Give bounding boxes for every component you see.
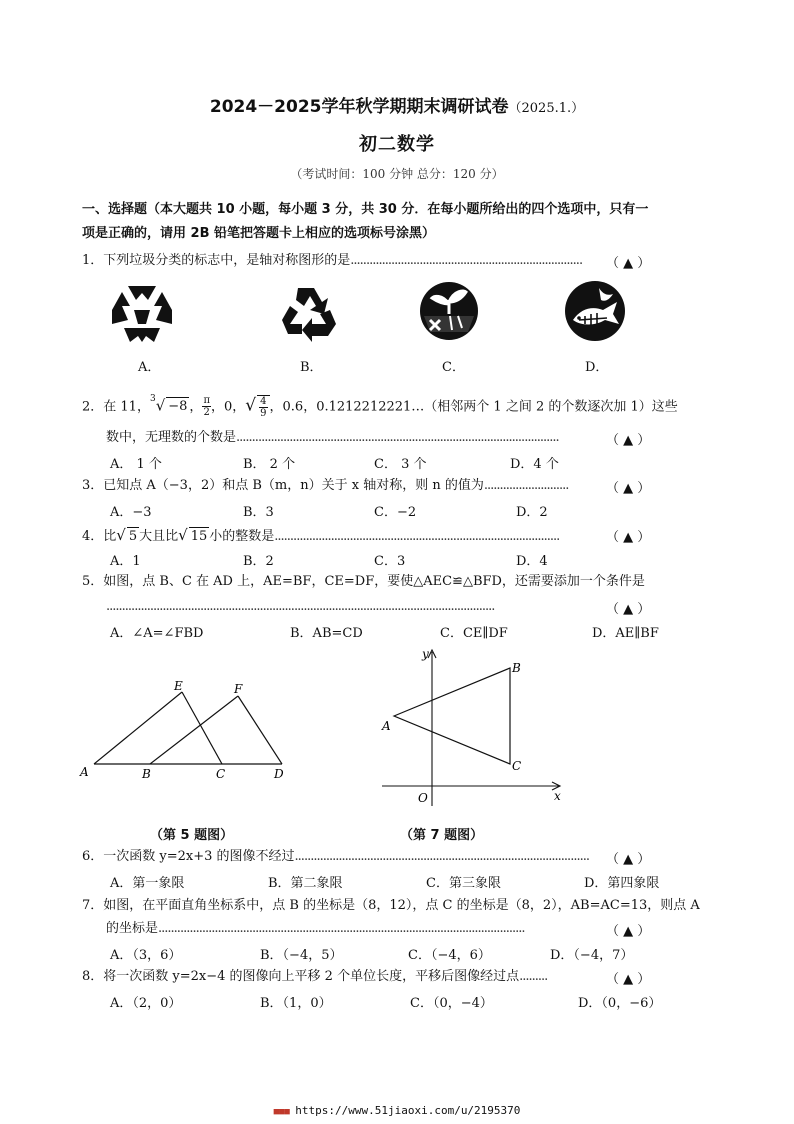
leader-dots: .......................................................................... <box>350 253 583 268</box>
answer-blank-8: （ ▲ ） <box>606 972 651 987</box>
q3-text: 3．已知点 A（−3，2）和点 B（m，n）关于 x 轴对称，则 n 的值为 <box>82 478 484 493</box>
q8-option-a: A．（2，0） <box>110 996 182 1011</box>
q1-option-c: C． <box>442 360 465 375</box>
label-c: C <box>512 759 522 773</box>
frac-numerator: π <box>203 395 211 407</box>
q3-option-c: C．−2 <box>374 505 417 520</box>
label-y: y <box>422 647 429 661</box>
q7-option-b: B．（−4，5） <box>260 948 343 963</box>
q6-option-b: B．第二象限 <box>268 876 343 891</box>
sqrt-four-ninths <box>257 395 269 419</box>
q7-option-d: D．（−4，7） <box>550 948 634 963</box>
q8-option-b: B．（1，0） <box>260 996 332 1011</box>
figure-7-caption: （第 7 题图） <box>400 828 484 843</box>
sqrt-denominator: 9 <box>260 407 267 419</box>
leader-dots: ........................... <box>483 478 569 493</box>
recycle-icon <box>276 284 340 344</box>
q2-zero: ，0， <box>211 399 246 415</box>
question-3-stem <box>82 477 568 495</box>
answer-blank-3: （ ▲ ） <box>606 481 651 496</box>
q2-option-b: B． 2 个 <box>243 457 296 472</box>
q4-option-c: C．3 <box>374 554 406 569</box>
q2-option-a: A． 1 个 <box>110 457 162 472</box>
q5-option-c: C．CE∥DF <box>440 626 508 641</box>
answer-blank-4: （ ▲ ） <box>606 530 651 545</box>
q4-option-b: B．2 <box>243 554 274 569</box>
question-4-stem: 4．比√ 5 大且比√ 15 小的整数是........................................................................................... <box>82 526 560 544</box>
answer-blank-7: （ ▲ ） <box>606 924 651 939</box>
answer-blank-6: （ ▲ ） <box>606 852 651 867</box>
label-x: x <box>554 789 561 803</box>
footer-url <box>0 1104 794 1117</box>
footer-url-text: https://www.51jiaoxi.com/u/2195370 <box>295 1104 521 1117</box>
label-c: C <box>216 767 226 781</box>
frac-denominator: 2 <box>203 407 210 419</box>
answer-blank-5: （ ▲ ） <box>606 602 651 617</box>
q7-option-c: C．（−4，6） <box>408 948 491 963</box>
label-a: A <box>80 765 89 779</box>
q4-option-d: D．4 <box>516 554 548 569</box>
q7-line2-text: 的坐标是 <box>106 921 159 936</box>
label-f: F <box>234 682 243 696</box>
q4-post: 小的整数是 <box>209 529 275 544</box>
q8-option-c: C．（0，−4） <box>410 996 493 1011</box>
section-heading-line2: 项是正确的，请用 2B 铅笔把答题卡上相应的选项标号涂黑） <box>82 226 436 241</box>
segment-fd <box>238 696 282 764</box>
title-date: （2025.1.） <box>508 101 585 116</box>
question-5-line2 <box>106 598 494 616</box>
leader-dots: ....................................................................................................... <box>236 430 559 445</box>
q2-rest: ，0.6，0.1212212221…（相邻两个 1 之间 2 的个数逐次加 1）这些 <box>269 399 678 415</box>
question-2-line2 <box>106 429 559 447</box>
q4-mid: 大且比 <box>139 529 179 544</box>
label-b: B <box>142 767 151 781</box>
q6-option-c: C．第三象限 <box>426 876 501 891</box>
q5-option-b: B．AB=CD <box>290 626 363 641</box>
question-1-stem <box>82 252 582 270</box>
q2-option-c: C． 3 个 <box>374 457 427 472</box>
segment-bf <box>150 696 238 764</box>
q1-text: 1．下列垃圾分类的标志中，是轴对称图形的是 <box>82 253 351 268</box>
q7-option-a: A．（3，6） <box>110 948 182 963</box>
q5-option-d: D．AE∥BF <box>592 626 659 641</box>
triangle-abc <box>394 668 510 764</box>
q1-option-d: D． <box>585 360 609 375</box>
cbrt-index: 3 <box>149 394 156 404</box>
sqrt-15: 15 <box>190 529 208 544</box>
q1-option-a: A． <box>138 360 161 375</box>
q2-prefix: 2．在 11， <box>82 399 150 415</box>
title-text: 2024－2025学年秋学期期末调研试卷 <box>209 97 509 117</box>
label-a: A <box>382 719 391 733</box>
q5-option-a: A．∠A=∠FBD <box>110 626 204 641</box>
leader-dots: ........................................................................................... <box>274 529 560 544</box>
q3-option-b: B．3 <box>243 505 274 520</box>
cbrt-radicand: −8 <box>168 399 188 415</box>
sqrt-5: 5 <box>128 529 138 544</box>
leader-dots: ..................................................................................................................... <box>158 921 525 936</box>
kitchen-waste-icon <box>563 280 627 342</box>
q2-line2-text: 数中，无理数的个数是 <box>106 430 237 445</box>
leader-dots: ............................................................................................................................ <box>106 599 495 614</box>
q4-pre: 4．比 <box>82 529 117 544</box>
answer-blank-2: （ ▲ ） <box>606 433 651 448</box>
label-d: D <box>274 767 284 781</box>
subject-title: 初二数学 <box>359 134 435 155</box>
footer-logo-icon: ■■■ <box>273 1107 296 1117</box>
hazardous-waste-icon <box>418 280 480 342</box>
question-2-stem: 2．在 11，$^3$√ −8 ， $\frac{\pi}{2}$ ，0，√ $\frac{4}{9}$ ，0.6，0.1212212221…（相邻两个 1 之间 2 的个数逐次加 1）这些 <box>82 394 678 419</box>
pi-over-2 <box>202 395 211 418</box>
exam-info: （考试时间：100 分钟 总分：120 分） <box>290 167 504 181</box>
question-5-stem: 5．如图，点 B、C 在 AD 上，AE=BF，CE=DF，要使△AEC≌△BFD，还需要添加一个条件是 <box>82 574 645 589</box>
q6-option-d: D．第四象限 <box>584 876 660 891</box>
label-o: O <box>418 791 428 805</box>
label-b: B <box>512 661 521 675</box>
q2-option-d: D．4 个 <box>510 457 559 472</box>
q6-text: 6．一次函数 y=2x+3 的图像不经过 <box>82 849 295 864</box>
figure-5 <box>76 676 296 786</box>
q6-option-a: A．第一象限 <box>110 876 185 891</box>
question-6-stem <box>82 848 589 866</box>
segment-ae <box>94 692 182 764</box>
q8-option-d: D．（0，−6） <box>578 996 662 1011</box>
q1-option-b: B． <box>300 360 323 375</box>
question-7-line1: 7．如图，在平面直角坐标系中，点 B 的坐标是（8，12），点 C 的坐标是（8，2），AB=AC=13，则点 A <box>82 898 700 913</box>
q3-option-d: D．2 <box>516 505 548 520</box>
question-8-stem <box>82 968 547 986</box>
q8-text: 8．将一次函数 y=2x−4 的图像向上平移 2 个单位长度，平移后图像经过点 <box>82 969 520 984</box>
q4-option-a: A．1 <box>110 554 141 569</box>
segment-ec <box>182 692 222 764</box>
q2-sep: ， <box>189 399 203 415</box>
label-e: E <box>174 679 183 693</box>
leader-dots: ......... <box>519 969 548 984</box>
answer-blank-1: （ ▲ ） <box>606 256 651 271</box>
figure-5-caption: （第 5 题图） <box>150 828 234 843</box>
waste-sign-a-icon <box>108 280 176 346</box>
leader-dots: .............................................................................................. <box>294 849 589 864</box>
section-heading-line1: 一、选择题（本大题共 10 小题，每小题 3 分，共 30 分．在每小题所给出的四个选项中，只有一 <box>82 202 649 217</box>
q3-option-a: A．−3 <box>110 505 152 520</box>
paper-title <box>0 92 794 117</box>
figure-7 <box>376 646 568 810</box>
sqrt-numerator: 4 <box>260 395 267 407</box>
question-7-line2 <box>106 920 525 938</box>
